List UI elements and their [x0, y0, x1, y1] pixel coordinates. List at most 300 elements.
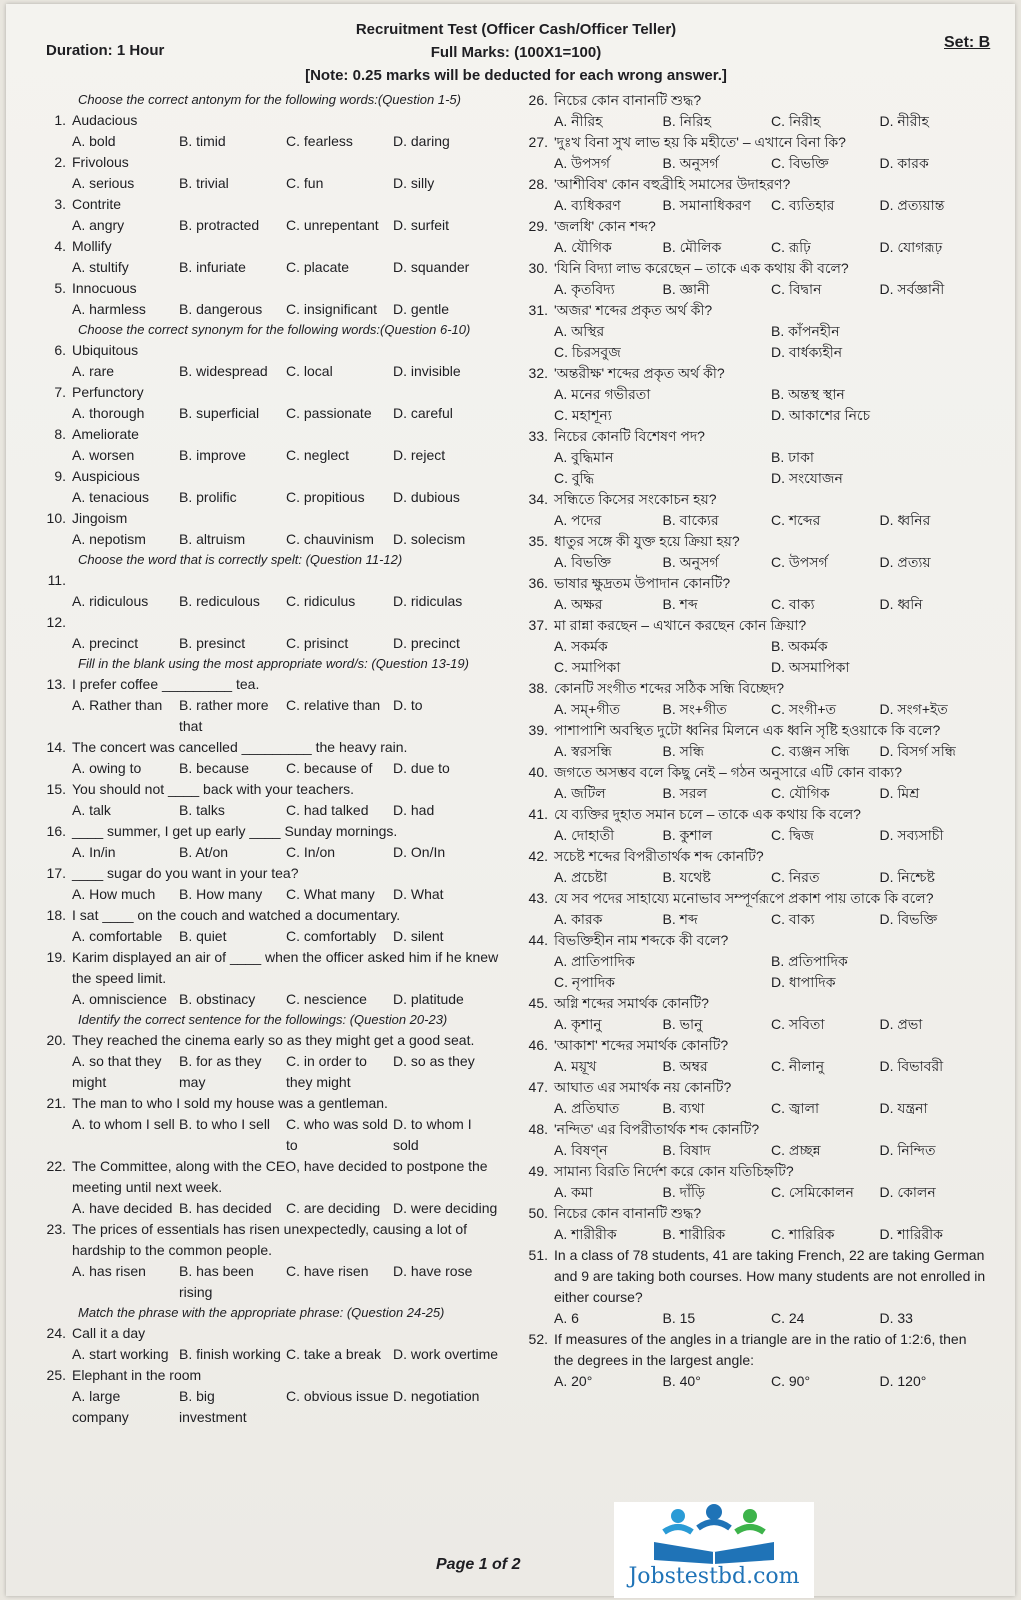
- question-item: [30, 1030, 500, 1051]
- answer-option: A. জটিল: [554, 785, 606, 801]
- question-number: 44.: [528, 932, 548, 948]
- answer-option: A. নীরিহ: [554, 113, 603, 129]
- answer-option: D. 33: [879, 1310, 913, 1326]
- question-item: [30, 863, 500, 884]
- question-text: 'নন্দিত' এর বিপরীতার্থক শব্দ কোনটি?: [554, 1121, 760, 1137]
- answer-option: C. passionate: [286, 405, 372, 421]
- question-item: [30, 382, 500, 403]
- answer-option: D. work overtime: [393, 1346, 499, 1362]
- answer-option: D. ধ্বনির: [879, 512, 931, 528]
- answer-option: C. নিরত: [771, 869, 820, 885]
- question-number: 10.: [46, 510, 66, 526]
- answer-option: B. for as they may: [179, 1053, 262, 1090]
- answer-option: D. daring: [393, 133, 450, 149]
- answer-options: [518, 1140, 988, 1161]
- answer-option: C. take a break: [286, 1346, 381, 1362]
- question-item: [30, 1365, 500, 1386]
- answer-option: A. ridiculous: [72, 593, 149, 609]
- answer-option: D. বিভাবরী: [879, 1058, 944, 1074]
- question-text: আঘাত এর সমার্থক নয় কোনটি?: [554, 1079, 732, 1095]
- answer-option: B. সন্ধি: [662, 743, 704, 759]
- question-number: 5.: [54, 280, 66, 296]
- answer-options: [518, 783, 988, 804]
- question-item: [30, 278, 500, 299]
- answer-option: C. in order to they might: [286, 1053, 367, 1090]
- answer-options: [30, 1386, 500, 1428]
- answer-option: A. owing to: [72, 760, 142, 776]
- question-item: [30, 570, 500, 591]
- question-item: [518, 174, 988, 195]
- question-item: [30, 340, 500, 361]
- answer-option: C. placate: [286, 259, 350, 275]
- answer-option: D. ধ্বনি: [879, 596, 923, 612]
- answer-option: D. squander: [393, 259, 470, 275]
- left-column: [30, 90, 500, 1428]
- answer-options: [518, 909, 988, 930]
- question-text: ____ sugar do you want in your tea?: [72, 865, 299, 881]
- question-text: 'অন্তরীক্ষ' শব্দের প্রকৃত অর্থ কী?: [554, 365, 725, 381]
- answer-option: A. large company: [72, 1388, 129, 1425]
- answer-option: D. অসমাপিকা: [771, 659, 850, 675]
- answer-option: A. যৌগিক: [554, 239, 612, 255]
- answer-option: B. At/on: [179, 844, 229, 860]
- question-number: 40.: [528, 764, 548, 780]
- question-text: I prefer coffee _________ tea.: [72, 676, 260, 692]
- answer-option: B. অকর্মক: [771, 638, 828, 654]
- section-instruction: Choose the correct antonym for the following words:(Question 1-5): [78, 92, 461, 107]
- answer-option: C. fearless: [286, 133, 353, 149]
- answer-option: A. has risen: [72, 1263, 146, 1279]
- answer-option: A. ব্যধিকরণ: [554, 197, 621, 213]
- question-item: [30, 110, 500, 131]
- answer-option: D. have rose: [393, 1263, 473, 1279]
- question-text: 'অজর' শব্দের প্রকৃত অর্থ কী?: [554, 302, 713, 318]
- negative-marking-note: [Note: 0.25 marks will be deducted for each wrong answer.]: [305, 67, 727, 84]
- answer-option: B. big investment: [179, 1388, 247, 1425]
- answer-option: B. যথেষ্ট: [662, 869, 711, 885]
- question-text: 'দুঃখ বিনা সুখ লাভ হয় কি মহীতে' – এখানে বিনা কি?: [554, 134, 846, 150]
- answer-option: B. widespread: [179, 363, 268, 379]
- answer-option: C. ব্যতিহার: [771, 197, 835, 213]
- answer-option: C. সবিতা: [771, 1016, 825, 1032]
- answer-option: A. omniscience: [72, 991, 167, 1007]
- answer-option: D. সব্যসাচী: [879, 827, 944, 843]
- answer-option: C. জ্বালা: [771, 1100, 820, 1116]
- answer-option: C. শারিরিক: [771, 1226, 835, 1242]
- question-item: [518, 489, 988, 510]
- question-number: 50.: [528, 1205, 548, 1221]
- site-logo: [614, 1502, 814, 1598]
- question-item: [518, 258, 988, 279]
- answer-option: B. প্রতিপাদিক: [771, 953, 848, 969]
- question-item: [518, 1245, 988, 1308]
- answer-option: C. বাক্য: [771, 596, 815, 612]
- answer-option: D. ধাপাদিক: [771, 974, 836, 990]
- answer-options: [30, 842, 500, 863]
- question-text: In a class of 78 students, 41 are taking French, 22 are taking German and 9 are taking both courses. How many students are not enrolled in either course?: [554, 1247, 986, 1305]
- answer-option: A. কৃশানু: [554, 1016, 602, 1032]
- answer-option: B. How many: [179, 886, 263, 902]
- question-item: [30, 612, 500, 633]
- answer-options: [30, 173, 500, 194]
- question-item: [518, 720, 988, 741]
- answer-options: [518, 1182, 988, 1203]
- question-text: [72, 570, 500, 591]
- answer-option: D. dubious: [393, 489, 460, 505]
- answer-option: C. have risen: [286, 1263, 369, 1279]
- answer-option: B. presinct: [179, 635, 246, 651]
- question-number: 49.: [528, 1163, 548, 1179]
- question-item: [518, 1119, 988, 1140]
- answer-option: D. silent: [393, 928, 444, 944]
- question-number: 7.: [54, 384, 66, 400]
- answer-option: D. to whom I sold: [393, 1116, 472, 1153]
- question-text: পাশাপাশি অবস্থিত দুটো ধ্বনির মিলনে এক ধ্বনি সৃষ্টি হওয়াকে কি বলে?: [554, 722, 941, 738]
- answer-option: D. সংগ+ইত: [879, 701, 948, 717]
- answer-option: D. নিন্দিত: [879, 1142, 936, 1158]
- answer-option: B. অন্তস্থ স্থান: [771, 386, 845, 402]
- answer-option: D. had: [393, 802, 435, 818]
- answer-option: C. 24: [771, 1310, 805, 1326]
- answer-options: [518, 699, 988, 720]
- answer-option: B. ঢাকা: [771, 449, 814, 465]
- answer-option: C. insignificant: [286, 301, 378, 317]
- question-text: Ubiquitous: [72, 342, 139, 358]
- answer-option: D. so as they: [393, 1053, 475, 1069]
- answer-option: D. বিসর্গ সন্ধি: [879, 743, 956, 759]
- answer-option: B. dangerous: [179, 301, 263, 317]
- question-item: [518, 300, 988, 321]
- answer-option: B. 40°: [662, 1373, 701, 1389]
- question-text: নিচের কোন বানানটি শুদ্ধ?: [554, 1205, 702, 1221]
- exam-header: [266, 18, 766, 87]
- answer-option: C. ridiculus: [286, 593, 356, 609]
- question-number: 35.: [528, 533, 548, 549]
- question-text: ____ summer, I get up early ____ Sunday mornings.: [72, 823, 398, 839]
- answer-option: C. 90°: [771, 1373, 811, 1389]
- answer-options: [30, 487, 500, 508]
- answer-option: B. কাঁপনহীন: [771, 323, 840, 339]
- question-number: 8.: [54, 426, 66, 442]
- answer-option: A. বুদ্ধিমান: [554, 449, 614, 465]
- answer-option: C. What many: [286, 886, 375, 902]
- question-number: 1.: [54, 112, 66, 128]
- answer-option: B. অনুসর্গ: [662, 155, 719, 171]
- answer-option: C. প্রচ্ছন্ন: [771, 1142, 821, 1158]
- question-item: [518, 573, 988, 594]
- question-text: I sat ____ on the couch and watched a documentary.: [72, 907, 401, 923]
- question-item: [518, 888, 988, 909]
- answer-option: A. কমা: [554, 1184, 593, 1200]
- answer-option: D. সংযোজন: [771, 470, 843, 486]
- answer-option: A. Rather than: [72, 697, 163, 713]
- question-number: 32.: [528, 365, 548, 381]
- question-item: [30, 674, 500, 695]
- question-text: The concert was cancelled _________ the heavy rain.: [72, 739, 408, 755]
- answer-option: D. কারক: [879, 155, 929, 171]
- question-text: কোনটি সংগীত শব্দের সঠিক সন্ধি বিচ্ছেদ?: [554, 680, 785, 696]
- answer-option: A. nepotism: [72, 531, 146, 547]
- answer-options: [518, 867, 988, 888]
- answer-option: D. surfeit: [393, 217, 450, 233]
- question-text: You should not ____ back with your teachers.: [72, 781, 355, 797]
- answer-option: C. had talked: [286, 802, 369, 818]
- answer-option: D. silly: [393, 175, 435, 191]
- answer-option: A. সকর্মক: [554, 638, 608, 654]
- answer-option: C. বাক্য: [771, 911, 815, 927]
- answer-option: A. serious: [72, 175, 135, 191]
- answer-option: C. comfortably: [286, 928, 377, 944]
- question-item: [30, 152, 500, 173]
- answer-option: B. দাঁড়ি: [662, 1184, 706, 1200]
- answer-option: D. gentle: [393, 301, 450, 317]
- question-item: [518, 132, 988, 153]
- question-number: 3.: [54, 196, 66, 212]
- answer-option: C. In/on: [286, 844, 336, 860]
- question-number: 16.: [46, 823, 66, 839]
- question-number: 34.: [528, 491, 548, 507]
- section-instruction: Identify the correct sentence for the followings: (Question 20-23): [78, 1012, 448, 1027]
- answer-option: C. obvious issue: [286, 1388, 389, 1404]
- answer-option: C. নীলানু: [771, 1058, 825, 1074]
- answer-option: B. rediculous: [179, 593, 260, 609]
- question-text: Auspicious: [72, 468, 140, 484]
- answer-option: B. ভানু: [662, 1016, 703, 1032]
- answer-option: D. to: [393, 697, 423, 713]
- question-number: 28.: [528, 176, 548, 192]
- answer-option: D. আকাশের নিচে: [771, 407, 871, 423]
- full-marks: Full Marks: (100X1=100): [430, 44, 602, 61]
- duration-label: Duration: 1 Hour: [46, 42, 165, 59]
- answer-option: D. What: [393, 886, 444, 902]
- answer-options: [30, 529, 500, 550]
- answer-options: [30, 445, 500, 466]
- question-item: [518, 363, 988, 384]
- question-item: [30, 905, 500, 926]
- answer-option: C. unrepentant: [286, 217, 379, 233]
- answer-option: A. have decided: [72, 1200, 173, 1216]
- answer-option: C. শব্দের: [771, 512, 821, 528]
- answer-options: [30, 1198, 500, 1219]
- answer-option: B. has been rising: [179, 1263, 254, 1300]
- question-text: Perfunctory: [72, 384, 144, 400]
- answer-options: [30, 758, 500, 779]
- question-item: [30, 1093, 500, 1114]
- question-item: [30, 466, 500, 487]
- question-item: [518, 1077, 988, 1098]
- section-instruction: Choose the correct synonym for the following words:(Question 6-10): [78, 322, 471, 337]
- question-number: 26.: [528, 92, 548, 108]
- answer-options: [30, 1051, 500, 1093]
- right-column: [518, 90, 988, 1392]
- question-number: 52.: [528, 1331, 548, 1347]
- answer-option: C. বিদ্বান: [771, 281, 822, 297]
- answer-option: A. angry: [72, 217, 125, 233]
- answer-options: [30, 361, 500, 382]
- answer-options: [30, 299, 500, 320]
- answer-option: C. চিরসবুজ: [554, 344, 621, 360]
- question-number: 13.: [46, 676, 66, 692]
- answer-option: B. কুশাল: [662, 827, 713, 843]
- answer-option: B. অম্বর: [662, 1058, 708, 1074]
- question-number: 51.: [528, 1247, 548, 1263]
- question-text: The man to who I sold my house was a gentleman.: [72, 1095, 388, 1111]
- question-item: [30, 1323, 500, 1344]
- question-number: 4.: [54, 238, 66, 254]
- question-item: [518, 615, 988, 636]
- question-number: 19.: [46, 949, 66, 965]
- question-item: [30, 236, 500, 257]
- answer-option: B. prolific: [179, 489, 237, 505]
- answer-option: B. 15: [662, 1310, 696, 1326]
- question-text: 'জলধি' কোন শব্দ?: [554, 218, 656, 234]
- answer-option: B. শব্দ: [662, 596, 698, 612]
- answer-option: C. দ্বিজ: [771, 827, 814, 843]
- answer-option: B. altruism: [179, 531, 246, 547]
- answer-option: A. পদের: [554, 512, 602, 528]
- question-item: [518, 1329, 988, 1371]
- answer-options: [518, 825, 988, 846]
- answer-option: D. ridiculas: [393, 593, 463, 609]
- answer-option: A. প্রাতিপাদিক: [554, 953, 635, 969]
- question-text: Mollify: [72, 238, 112, 254]
- question-number: 6.: [54, 342, 66, 358]
- question-item: [30, 821, 500, 842]
- exam-title: Recruitment Test (Officer Cash/Officer Teller): [355, 21, 677, 38]
- question-text: The prices of essentials has risen unexpectedly, causing a lot of hardship to the common people.: [72, 1221, 468, 1258]
- answer-options: [518, 1098, 988, 1119]
- answer-option: A. rare: [72, 363, 115, 379]
- answer-option: A. কৃতবিদ্য: [554, 281, 615, 297]
- answer-options: [518, 195, 988, 216]
- question-number: 36.: [528, 575, 548, 591]
- question-text: 'আকাশ' শব্দের সমার্থক কোনটি?: [554, 1037, 729, 1053]
- answer-option: A. শারীরীক: [554, 1226, 617, 1242]
- answer-option: D. নীরীহ: [879, 113, 929, 129]
- question-item: [518, 1161, 988, 1182]
- answer-option: C. রূঢ়ি: [771, 239, 811, 255]
- answer-option: B. trivial: [179, 175, 229, 191]
- page-number: Page 1 of 2: [436, 1556, 521, 1573]
- question-number: 20.: [46, 1032, 66, 1048]
- answer-option: C. who was sold to: [286, 1116, 388, 1153]
- answer-option: B. because: [179, 760, 250, 776]
- question-text: সন্ধিতে কিসের সংকোচন হয়?: [554, 491, 717, 507]
- answer-option: D. নিশ্চেষ্ট: [879, 869, 935, 885]
- answer-option: B. rather more that: [179, 697, 269, 734]
- answer-options: [518, 153, 988, 174]
- answer-option: B. বিষাদ: [662, 1142, 711, 1158]
- section-instruction: Choose the word that is correctly spelt: (Question 11-12): [78, 552, 403, 567]
- question-number: 39.: [528, 722, 548, 738]
- answer-option: B. ব্যথা: [662, 1100, 705, 1116]
- answer-options: [518, 1308, 988, 1329]
- answer-options: [518, 1371, 988, 1392]
- question-text: They reached the cinema early so as they might get a good seat.: [72, 1032, 475, 1048]
- answer-option: B. obstinacy: [179, 991, 256, 1007]
- answer-options: [30, 1344, 500, 1365]
- section-instruction: Fill in the blank using the most appropriate word/s: (Question 13-19): [78, 656, 469, 671]
- answer-option: A. বিভক্তি: [554, 554, 611, 570]
- answer-option: C. সংগী+ত: [771, 701, 837, 717]
- answer-option: A. মনের গভীরতা: [554, 386, 651, 402]
- answer-option: D. প্রত্যয়: [879, 554, 931, 570]
- answer-option: C. neglect: [286, 447, 350, 463]
- answer-options: [30, 800, 500, 821]
- answer-option: D. যোগরূঢ়: [879, 239, 943, 255]
- question-text: ধাতুর সঙ্গে কী যুক্ত হয়ে ক্রিয়া হয়?: [554, 533, 740, 549]
- answer-option: C. বুদ্ধি: [554, 470, 594, 486]
- question-text: If measures of the angles in a triangle are in the ratio of 1:2:6, then the degrees in the largest angle:: [554, 1331, 967, 1368]
- answer-option: A. কারক: [554, 911, 603, 927]
- answer-option: D. বার্ধক্যহীন: [771, 344, 843, 360]
- answer-options: [518, 321, 988, 363]
- question-number: 12.: [46, 614, 66, 630]
- answer-option: A. tenacious: [72, 489, 150, 505]
- answer-options: [30, 1114, 500, 1156]
- answer-option: B. infuriate: [179, 259, 246, 275]
- answer-option: B. improve: [179, 447, 246, 463]
- answer-option: A. comfortable: [72, 928, 163, 944]
- answer-options: [30, 633, 500, 654]
- question-item: [518, 90, 988, 111]
- question-item: [30, 737, 500, 758]
- answer-option: C. সমাপিকা: [554, 659, 621, 675]
- question-text: Jingoism: [72, 510, 128, 526]
- answer-option: C. chauvinism: [286, 531, 374, 547]
- question-item: [518, 678, 988, 699]
- answer-option: C. নিরীহ: [771, 113, 821, 129]
- answer-option: B. timid: [179, 133, 226, 149]
- answer-option: D. বিভক্তি: [879, 911, 938, 927]
- question-number: 17.: [46, 865, 66, 881]
- question-number: 25.: [46, 1367, 66, 1383]
- answer-option: D. reject: [393, 447, 446, 463]
- question-number: 15.: [46, 781, 66, 797]
- answer-options: [518, 951, 988, 993]
- question-item: [518, 216, 988, 237]
- question-text: 'আশীবিষ' কোন বহুব্রীহি সমাসের উদাহরণ?: [554, 176, 791, 192]
- question-text: বিভক্তিহীন নাম শব্দকে কী বলে?: [554, 932, 729, 948]
- answer-option: D. সর্বজ্ঞানী: [879, 281, 945, 297]
- question-item: [518, 846, 988, 867]
- question-text: Frivolous: [72, 154, 129, 170]
- answer-options: [518, 594, 988, 615]
- answer-option: B. finish working: [179, 1346, 281, 1362]
- answer-options: [518, 384, 988, 426]
- book-people-icon: [614, 1502, 814, 1564]
- question-number: 48.: [528, 1121, 548, 1137]
- answer-option: B. has decided: [179, 1200, 272, 1216]
- question-number: 2.: [54, 154, 66, 170]
- answer-option: A. How much: [72, 886, 156, 902]
- answer-option: B. অনুসর্গ: [662, 554, 719, 570]
- answer-option: D. platitude: [393, 991, 464, 1007]
- answer-options: [30, 695, 500, 737]
- question-item: [30, 1156, 500, 1198]
- question-item: [30, 779, 500, 800]
- answer-option: D. প্রত্যয়ান্ত: [879, 197, 945, 213]
- answer-option: A. বিষণ্ন: [554, 1142, 608, 1158]
- answer-options: [518, 1014, 988, 1035]
- question-item: [518, 804, 988, 825]
- answer-option: A. so that they might: [72, 1053, 162, 1090]
- answer-option: B. জ্ঞানী: [662, 281, 710, 297]
- question-text: ভাষার ক্ষুদ্রতম উপাদান কোনটি?: [554, 575, 731, 591]
- answer-option: B. নিরিহ: [662, 113, 712, 129]
- question-text: অগ্নি শব্দের সমার্থক কোনটি?: [554, 995, 709, 1011]
- answer-option: C. ব্যঞ্জন সন্ধি: [771, 743, 850, 759]
